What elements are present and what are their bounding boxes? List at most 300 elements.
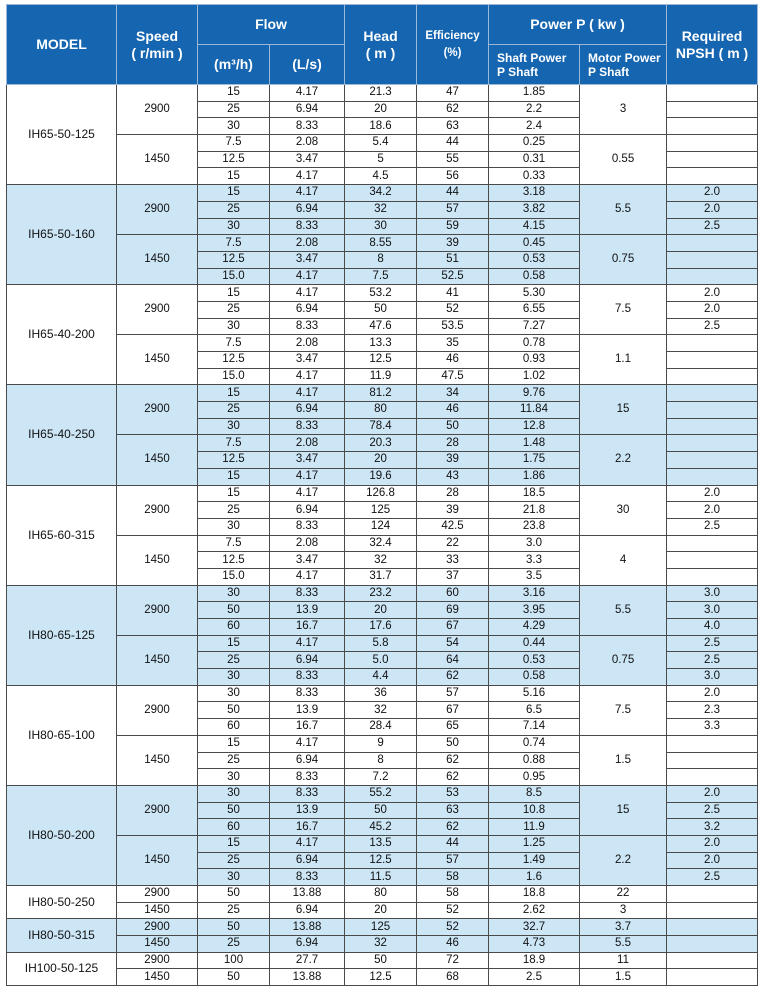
npsh-cell [667, 335, 758, 352]
npsh-cell [667, 452, 758, 469]
table-row [7, 785, 758, 802]
head-cell: 28.4 [345, 719, 417, 736]
flow-ls-cell: 2.08 [270, 535, 345, 552]
efficiency-cell: 41 [417, 285, 489, 302]
flow-ls-cell: 6.94 [270, 936, 345, 953]
motor-power-cell: 3 [580, 902, 667, 919]
head-cell: 32 [345, 201, 417, 218]
npsh-cell: 2.0 [667, 835, 758, 852]
shaft-power-cell: 0.74 [489, 735, 580, 752]
head-cell: 32.4 [345, 535, 417, 552]
flow-ls-cell: 2.08 [270, 335, 345, 352]
flow-ls-cell: 4.17 [270, 468, 345, 485]
table-row [7, 85, 758, 102]
motor-power-cell: 22 [580, 886, 667, 903]
shaft-power-cell: 0.53 [489, 652, 580, 669]
head-cell: 32 [345, 552, 417, 569]
npsh-cell: 4.0 [667, 619, 758, 636]
flow-ls-cell: 4.17 [270, 168, 345, 185]
flow-m3h-cell: 25 [198, 301, 270, 318]
flow-ls-cell: 16.7 [270, 619, 345, 636]
flow-m3h-cell: 12.5 [198, 151, 270, 168]
npsh-cell [667, 919, 758, 936]
flow-ls-cell: 13.88 [270, 886, 345, 903]
speed-cell: 2900 [117, 485, 198, 535]
npsh-cell [667, 168, 758, 185]
shaft-power-cell: 4.73 [489, 936, 580, 953]
shaft-power-cell: 18.5 [489, 485, 580, 502]
flow-ls-cell: 8.33 [270, 118, 345, 135]
motor-power-cell: 7.5 [580, 285, 667, 335]
head-cell: 20.3 [345, 435, 417, 452]
head-cell: 12.5 [345, 852, 417, 869]
head-cell: 5.0 [345, 652, 417, 669]
shaft-power-cell: 1.48 [489, 435, 580, 452]
shaft-power-cell: 0.44 [489, 635, 580, 652]
head-cell: 8.55 [345, 235, 417, 252]
speed-cell: 1450 [117, 969, 198, 986]
npsh-cell: 2.3 [667, 702, 758, 719]
motor-power-header: Motor Power P Shaft [580, 45, 667, 85]
flow-m3h-cell: 25 [198, 201, 270, 218]
efficiency-cell: 52.5 [417, 268, 489, 285]
npsh-cell [667, 752, 758, 769]
speed-cell: 1450 [117, 335, 198, 385]
npsh-cell [667, 952, 758, 969]
npsh-cell [667, 85, 758, 102]
npsh-cell: 2.0 [667, 285, 758, 302]
head-cell: 4.4 [345, 669, 417, 686]
motor-power-cell: 15 [580, 785, 667, 835]
efficiency-cell: 39 [417, 452, 489, 469]
head-cell: 45.2 [345, 819, 417, 836]
head-cell: 53.2 [345, 285, 417, 302]
table-row [7, 952, 758, 969]
model-cell: IH65-60-315 [7, 485, 117, 585]
head-cell: 32 [345, 702, 417, 719]
shaft-power-cell: 6.55 [489, 301, 580, 318]
flow-ls-cell: 8.33 [270, 785, 345, 802]
model-cell: IH65-40-200 [7, 285, 117, 385]
flow-m3h-cell: 60 [198, 719, 270, 736]
efficiency-cell: 46 [417, 402, 489, 419]
efficiency-cell: 50 [417, 735, 489, 752]
shaft-power-cell: 0.45 [489, 235, 580, 252]
flow-ls-cell: 2.08 [270, 135, 345, 152]
npsh-cell [667, 352, 758, 369]
npsh-cell: 3.2 [667, 819, 758, 836]
efficiency-cell: 35 [417, 335, 489, 352]
shaft-power-cell: 11.84 [489, 402, 580, 419]
npsh-cell: 3.0 [667, 585, 758, 602]
flow-m3h-cell: 50 [198, 602, 270, 619]
shaft-power-cell: 4.15 [489, 218, 580, 235]
shaft-power-cell: 0.33 [489, 168, 580, 185]
model-cell: IH65-50-160 [7, 185, 117, 285]
efficiency-cell: 44 [417, 185, 489, 202]
npsh-cell: 3.3 [667, 719, 758, 736]
table-row [7, 635, 758, 652]
motor-power-cell: 11 [580, 952, 667, 969]
flow-ls-cell: 16.7 [270, 719, 345, 736]
npsh-cell [667, 735, 758, 752]
head-cell: 55.2 [345, 785, 417, 802]
head-cell: 11.5 [345, 869, 417, 886]
flow-m3h-cell: 25 [198, 936, 270, 953]
flow-ls-cell: 13.9 [270, 602, 345, 619]
efficiency-cell: 37 [417, 568, 489, 585]
head-cell: 20 [345, 602, 417, 619]
model-cell: IH100-50-125 [7, 952, 117, 985]
flow-header: Flow [198, 5, 345, 45]
speed-cell: 1450 [117, 235, 198, 285]
speed-cell: 1450 [117, 135, 198, 185]
shaft-power-cell: 1.85 [489, 85, 580, 102]
shaft-power-cell: 0.25 [489, 135, 580, 152]
table-row [7, 835, 758, 852]
flow-m3h-cell: 12.5 [198, 352, 270, 369]
efficiency-cell: 64 [417, 652, 489, 669]
npsh-cell: 3.0 [667, 669, 758, 686]
flow-ls-cell: 8.33 [270, 318, 345, 335]
flow-ls-cell: 4.17 [270, 735, 345, 752]
efficiency-cell: 62 [417, 819, 489, 836]
npsh-cell: 2.5 [667, 802, 758, 819]
flow-ls-cell: 13.88 [270, 969, 345, 986]
flow-m3h-cell: 25 [198, 402, 270, 419]
head-cell: 30 [345, 218, 417, 235]
table-row [7, 335, 758, 352]
shaft-power-cell: 5.16 [489, 685, 580, 702]
flow-ls-cell: 8.33 [270, 418, 345, 435]
flow-m3h-cell: 12.5 [198, 251, 270, 268]
table-row [7, 285, 758, 302]
flow-m3h-cell: 12.5 [198, 452, 270, 469]
flow-ls-cell: 6.94 [270, 852, 345, 869]
head-cell: 7.5 [345, 268, 417, 285]
flow-m3h-cell: 30 [198, 869, 270, 886]
npsh-cell [667, 418, 758, 435]
speed-cell: 1450 [117, 535, 198, 585]
shaft-power-header: Shaft Power P Shaft [489, 45, 580, 85]
efficiency-cell: 44 [417, 835, 489, 852]
npsh-cell [667, 268, 758, 285]
shaft-power-cell: 0.78 [489, 335, 580, 352]
flow-m3h-cell: 50 [198, 969, 270, 986]
shaft-power-cell: 0.95 [489, 769, 580, 786]
shaft-power-cell: 12.8 [489, 418, 580, 435]
efficiency-cell: 50 [417, 418, 489, 435]
npsh-cell: 2.0 [667, 502, 758, 519]
table-row [7, 385, 758, 402]
shaft-power-cell: 18.8 [489, 886, 580, 903]
npsh-cell [667, 936, 758, 953]
shaft-power-cell: 3.3 [489, 552, 580, 569]
head-cell: 8 [345, 752, 417, 769]
speed-cell: 2900 [117, 886, 198, 903]
head-cell: 5.8 [345, 635, 417, 652]
npsh-cell: 2.0 [667, 185, 758, 202]
flow-ls-cell: 13.88 [270, 919, 345, 936]
efficiency-cell: 69 [417, 602, 489, 619]
table-row [7, 135, 758, 152]
flow-m3h-cell: 15.0 [198, 368, 270, 385]
motor-power-cell: 0.55 [580, 135, 667, 185]
efficiency-cell: 47.5 [417, 368, 489, 385]
head-cell: 17.6 [345, 619, 417, 636]
model-cell: IH80-65-125 [7, 585, 117, 685]
efficiency-cell: 57 [417, 852, 489, 869]
efficiency-cell: 62 [417, 101, 489, 118]
speed-cell: 2900 [117, 185, 198, 235]
speed-cell: 2900 [117, 785, 198, 835]
shaft-power-cell: 2.5 [489, 969, 580, 986]
efficiency-cell: 39 [417, 502, 489, 519]
flow-m3h-cell: 15.0 [198, 568, 270, 585]
efficiency-cell: 53 [417, 785, 489, 802]
head-cell: 5.4 [345, 135, 417, 152]
efficiency-cell: 34 [417, 385, 489, 402]
flow-m3h-cell: 30 [198, 769, 270, 786]
speed-cell: 1450 [117, 936, 198, 953]
npsh-cell: 2.5 [667, 518, 758, 535]
head-cell: 19.6 [345, 468, 417, 485]
head-cell: 50 [345, 802, 417, 819]
head-cell: 20 [345, 101, 417, 118]
efficiency-cell: 62 [417, 769, 489, 786]
table-row [7, 585, 758, 602]
efficiency-cell: 60 [417, 585, 489, 602]
shaft-power-cell: 23.8 [489, 518, 580, 535]
npsh-cell: 3.0 [667, 602, 758, 619]
motor-power-cell: 0.75 [580, 235, 667, 285]
head-cell: 11.9 [345, 368, 417, 385]
head-cell: 20 [345, 452, 417, 469]
flow-m3h-cell: 15 [198, 185, 270, 202]
shaft-power-cell: 7.27 [489, 318, 580, 335]
speed-cell: 1450 [117, 435, 198, 485]
efficiency-cell: 67 [417, 619, 489, 636]
npsh-cell: 2.0 [667, 852, 758, 869]
flow-m3h-cell: 30 [198, 685, 270, 702]
motor-power-cell: 5.5 [580, 185, 667, 235]
speed-cell: 2900 [117, 85, 198, 135]
head-cell: 32 [345, 936, 417, 953]
shaft-power-cell: 1.25 [489, 835, 580, 852]
shaft-power-cell: 11.9 [489, 819, 580, 836]
npsh-cell [667, 135, 758, 152]
head-cell: 125 [345, 502, 417, 519]
speed-cell: 2900 [117, 952, 198, 969]
table-row [7, 485, 758, 502]
efficiency-cell: 58 [417, 869, 489, 886]
shaft-power-cell: 1.75 [489, 452, 580, 469]
model-cell: IH65-50-125 [7, 85, 117, 185]
table-row [7, 235, 758, 252]
npsh-cell: 2.5 [667, 869, 758, 886]
table-row [7, 185, 758, 202]
flow-ls-cell: 6.94 [270, 101, 345, 118]
shaft-power-cell: 3.18 [489, 185, 580, 202]
table-row [7, 886, 758, 903]
speed-cell: 1450 [117, 902, 198, 919]
head-cell: 80 [345, 402, 417, 419]
flow-ls-cell: 27.7 [270, 952, 345, 969]
npsh-cell [667, 468, 758, 485]
flow-ls-cell: 6.94 [270, 201, 345, 218]
shaft-power-cell: 1.49 [489, 852, 580, 869]
shaft-power-cell: 0.93 [489, 352, 580, 369]
head-cell: 13.5 [345, 835, 417, 852]
flow-ls-cell: 4.17 [270, 185, 345, 202]
flow-ls-cell: 13.9 [270, 702, 345, 719]
table-row [7, 735, 758, 752]
efficiency-cell: 55 [417, 151, 489, 168]
head-cell: 18.6 [345, 118, 417, 135]
shaft-power-cell: 1.6 [489, 869, 580, 886]
head-cell: 50 [345, 952, 417, 969]
head-cell: 7.2 [345, 769, 417, 786]
efficiency-cell: 59 [417, 218, 489, 235]
efficiency-cell: 46 [417, 352, 489, 369]
flow-ls-cell: 6.94 [270, 652, 345, 669]
shaft-power-cell: 1.86 [489, 468, 580, 485]
flow-ls-cell: 4.17 [270, 835, 345, 852]
motor-power-cell: 1.5 [580, 735, 667, 785]
head-cell: 124 [345, 518, 417, 535]
shaft-power-cell: 2.2 [489, 101, 580, 118]
flow-ls-cell: 4.17 [270, 268, 345, 285]
spec-body [7, 85, 758, 986]
head-cell: 12.5 [345, 352, 417, 369]
motor-power-cell: 5.5 [580, 585, 667, 635]
motor-power-cell: 1.5 [580, 969, 667, 986]
flow-m3h-cell: 12.5 [198, 552, 270, 569]
head-cell: 5 [345, 151, 417, 168]
model-cell: IH80-50-250 [7, 886, 117, 919]
motor-power-cell: 2.2 [580, 435, 667, 485]
shaft-power-cell: 8.5 [489, 785, 580, 802]
flow-m3h-cell: 7.5 [198, 135, 270, 152]
shaft-power-cell: 5.30 [489, 285, 580, 302]
head-cell: 34.2 [345, 185, 417, 202]
flow-m3h-cell: 30 [198, 669, 270, 686]
head-cell: 47.6 [345, 318, 417, 335]
flow-m3h-cell: 15 [198, 635, 270, 652]
head-cell: 50 [345, 301, 417, 318]
flow-m3h-cell: 7.5 [198, 335, 270, 352]
flow-m3h-cell: 25 [198, 101, 270, 118]
motor-power-cell: 3 [580, 85, 667, 135]
table-row [7, 685, 758, 702]
flow-ls-cell: 8.33 [270, 669, 345, 686]
motor-power-cell: 5.5 [580, 936, 667, 953]
motor-power-cell: 7.5 [580, 685, 667, 735]
flow-ls-cell: 8.33 [270, 585, 345, 602]
model-header: MODEL [7, 5, 117, 85]
head-cell: 23.2 [345, 585, 417, 602]
flow-m3h-cell: 15 [198, 85, 270, 102]
flow-ls-header: (L/s) [270, 45, 345, 85]
flow-ls-cell: 4.17 [270, 285, 345, 302]
flow-m3h-cell: 15 [198, 485, 270, 502]
npsh-cell [667, 902, 758, 919]
efficiency-cell: 65 [417, 719, 489, 736]
pump-spec-table [6, 4, 758, 986]
npsh-cell: 2.5 [667, 635, 758, 652]
speed-header: Speed ( r/min ) [117, 5, 198, 85]
flow-m3h-cell: 15 [198, 735, 270, 752]
flow-ls-cell: 3.47 [270, 452, 345, 469]
head-cell: 81.2 [345, 385, 417, 402]
shaft-power-cell: 4.29 [489, 619, 580, 636]
npsh-cell [667, 402, 758, 419]
flow-ls-cell: 3.47 [270, 251, 345, 268]
flow-m3h-cell: 60 [198, 819, 270, 836]
shaft-power-cell: 0.58 [489, 268, 580, 285]
npsh-cell [667, 552, 758, 569]
flow-ls-cell: 2.08 [270, 235, 345, 252]
npsh-cell [667, 969, 758, 986]
head-cell: 125 [345, 919, 417, 936]
head-cell: 4.5 [345, 168, 417, 185]
flow-ls-cell: 6.94 [270, 902, 345, 919]
flow-ls-cell: 3.47 [270, 352, 345, 369]
head-cell: 78.4 [345, 418, 417, 435]
shaft-power-cell: 3.82 [489, 201, 580, 218]
efficiency-cell: 63 [417, 802, 489, 819]
shaft-power-cell: 18.9 [489, 952, 580, 969]
head-cell: 31.7 [345, 568, 417, 585]
npsh-cell [667, 769, 758, 786]
speed-cell: 2900 [117, 385, 198, 435]
efficiency-cell: 52 [417, 902, 489, 919]
model-cell: IH80-50-200 [7, 785, 117, 885]
speed-cell: 2900 [117, 685, 198, 735]
npsh-cell: 2.0 [667, 201, 758, 218]
model-cell: IH65-40-250 [7, 385, 117, 485]
flow-ls-cell: 8.33 [270, 769, 345, 786]
flow-m3h-cell: 100 [198, 952, 270, 969]
flow-m3h-cell: 50 [198, 802, 270, 819]
motor-power-cell: 1.1 [580, 335, 667, 385]
npsh-cell [667, 535, 758, 552]
npsh-cell [667, 151, 758, 168]
efficiency-cell: 39 [417, 235, 489, 252]
motor-power-cell: 30 [580, 485, 667, 535]
flow-ls-cell: 4.17 [270, 485, 345, 502]
head-cell: 8 [345, 251, 417, 268]
efficiency-cell: 57 [417, 685, 489, 702]
flow-m3h-cell: 25 [198, 852, 270, 869]
flow-m3h-cell: 15 [198, 168, 270, 185]
npsh-cell [667, 568, 758, 585]
flow-ls-cell: 4.17 [270, 368, 345, 385]
head-cell: 9 [345, 735, 417, 752]
shaft-power-cell: 2.4 [489, 118, 580, 135]
efficiency-cell: 68 [417, 969, 489, 986]
shaft-power-cell: 0.31 [489, 151, 580, 168]
efficiency-cell: 51 [417, 251, 489, 268]
flow-ls-cell: 6.94 [270, 502, 345, 519]
efficiency-cell: 33 [417, 552, 489, 569]
flow-m3h-cell: 15 [198, 285, 270, 302]
speed-cell: 2900 [117, 919, 198, 936]
head-cell: 80 [345, 886, 417, 903]
motor-power-cell: 2.2 [580, 835, 667, 885]
efficiency-cell: 58 [417, 886, 489, 903]
head-cell: 20 [345, 902, 417, 919]
